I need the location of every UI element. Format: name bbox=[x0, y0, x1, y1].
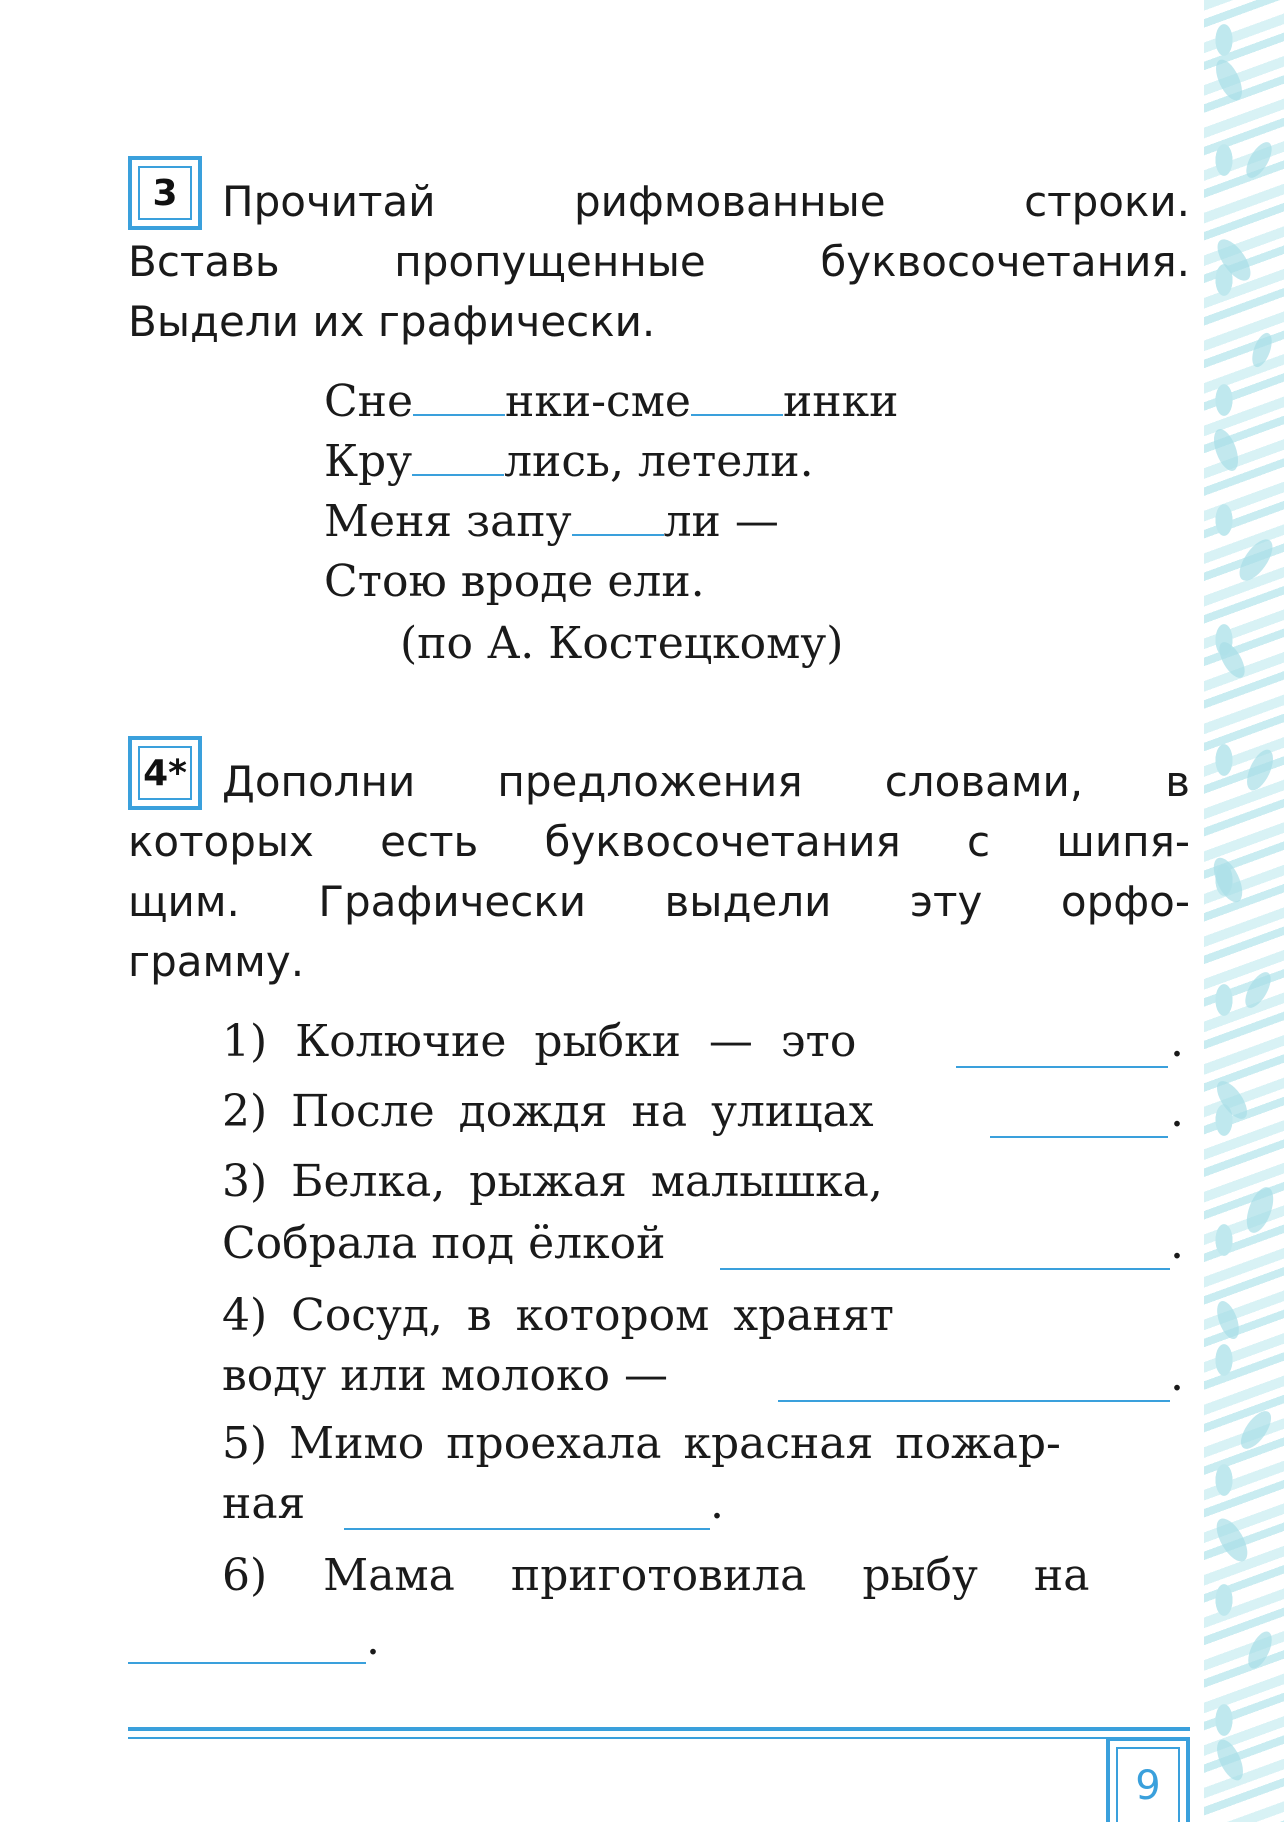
answer-blank[interactable] bbox=[691, 370, 783, 416]
footer-rule bbox=[128, 1737, 1190, 1739]
task-text-line: Вставь пропущенные буквосочетания. bbox=[128, 237, 1190, 286]
exercise-item: 5) Мимо проехала красная пожар- bbox=[222, 1418, 1061, 1469]
poem-fragment: ли — bbox=[663, 496, 779, 547]
task-number-badge bbox=[128, 736, 202, 810]
task-number: 4* bbox=[138, 746, 192, 800]
exercise-item: ная bbox=[222, 1478, 306, 1529]
exercise-item: воду или молоко — bbox=[222, 1350, 668, 1401]
period: . bbox=[366, 1614, 380, 1665]
task-number: 3 bbox=[138, 166, 192, 220]
poem-fragment: инки bbox=[782, 376, 899, 427]
period: . bbox=[710, 1478, 724, 1529]
answer-line[interactable] bbox=[778, 1400, 1170, 1402]
exercise-item: 2) После дождя на улицах bbox=[222, 1086, 874, 1137]
poem-fragment: Сне bbox=[324, 376, 414, 427]
answer-line[interactable] bbox=[990, 1136, 1168, 1138]
period: . bbox=[1170, 1218, 1184, 1269]
page-number: 9 bbox=[1116, 1747, 1180, 1822]
exercise-item: 1) Колючие рыбки — это bbox=[222, 1016, 857, 1067]
poem-line: Стою вроде ели. bbox=[324, 556, 705, 607]
page-number-box bbox=[1106, 1737, 1190, 1822]
task-text-line: которых есть буквосочетания с шипя- bbox=[128, 817, 1190, 866]
task-text-line: грамму. bbox=[128, 937, 305, 986]
task-text-line: Дополни предложения словами, в bbox=[222, 757, 1190, 806]
poem-fragment: Меня запу bbox=[324, 496, 572, 547]
task-text-line: Выдели их графически. bbox=[128, 297, 656, 346]
exercise-item: Собрала под ёлкой bbox=[222, 1218, 666, 1269]
answer-line[interactable] bbox=[720, 1268, 1170, 1270]
task-text-line: щим. Графически выдели эту орфо- bbox=[128, 877, 1190, 926]
footer-rule bbox=[128, 1727, 1190, 1731]
answer-blank[interactable] bbox=[412, 430, 504, 476]
period: . bbox=[1170, 1016, 1184, 1067]
task-number-badge bbox=[128, 156, 202, 230]
floral-ornament bbox=[1204, 0, 1284, 1822]
period: . bbox=[1170, 1086, 1184, 1137]
poem-fragment: Кру bbox=[324, 436, 413, 487]
poem-fragment: нки-сме bbox=[505, 376, 691, 427]
answer-blank[interactable] bbox=[572, 490, 664, 536]
exercise-item: 6) Мама приготовила рыбу на bbox=[222, 1550, 1090, 1601]
answer-line[interactable] bbox=[956, 1066, 1168, 1068]
answer-line[interactable] bbox=[128, 1662, 366, 1664]
poem-fragment: лись, летели. bbox=[504, 436, 814, 487]
task-text-line: Прочитай рифмованные строки. bbox=[222, 177, 1190, 226]
period: . bbox=[1170, 1350, 1184, 1401]
exercise-item: 3) Белка, рыжая малышка, bbox=[222, 1156, 883, 1207]
exercise-item: 4) Сосуд, в котором хранят bbox=[222, 1290, 894, 1341]
answer-line[interactable] bbox=[344, 1528, 710, 1530]
poem-author: (по А. Костецкому) bbox=[400, 618, 844, 669]
answer-blank[interactable] bbox=[413, 370, 505, 416]
